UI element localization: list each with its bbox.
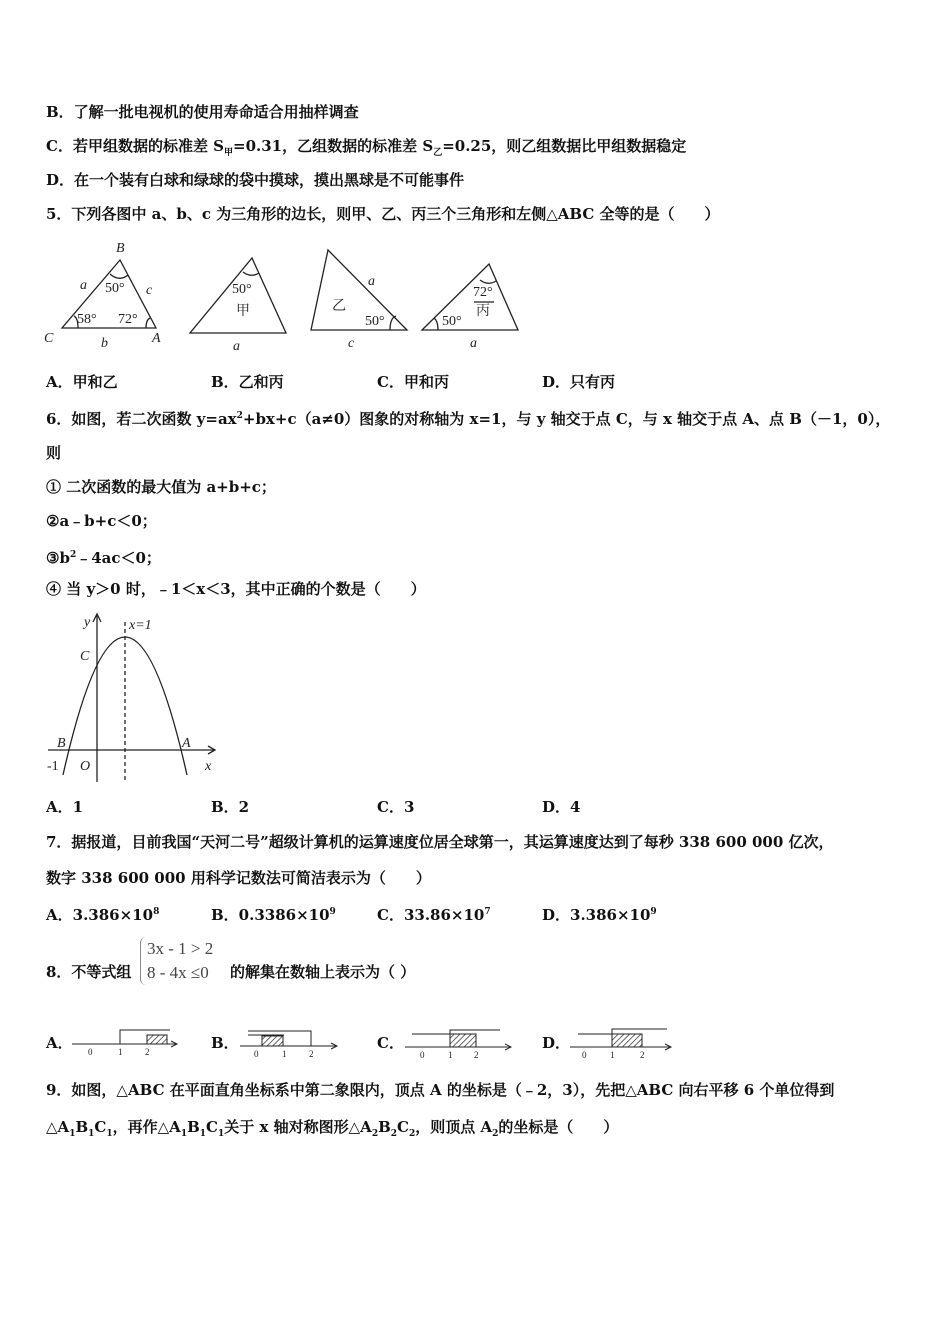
tick-0: 0 xyxy=(420,1050,425,1060)
q9-stem: 9．如图，△ABC 在平面直角坐标系中第二象限内，顶点 A 的坐标是（﹣2，3），先把△ABC 向右平移 6 个单位得到 xyxy=(46,1081,835,1099)
q6-option-a: A．1 xyxy=(46,798,84,816)
subscript: 2 xyxy=(371,1129,379,1139)
superscript: 2 xyxy=(236,411,243,421)
inequality-1: 3x - 1 > 2 xyxy=(147,939,214,958)
yi-name: 乙 xyxy=(332,299,346,314)
bing-angle-72: 72° xyxy=(473,285,493,300)
exponent: 8 xyxy=(153,907,160,917)
side-a: a xyxy=(80,278,87,293)
point-b: B xyxy=(57,736,66,751)
q8-option-c: C． xyxy=(377,1034,404,1052)
parabola-graph xyxy=(48,614,215,782)
text: B xyxy=(378,1118,391,1136)
text: C xyxy=(206,1118,218,1136)
q6-stem-cont: 则 xyxy=(46,444,62,462)
subscript: 乙 xyxy=(433,148,443,158)
point-c: C xyxy=(80,649,90,664)
exponent: 9 xyxy=(329,907,336,917)
tick-0: 0 xyxy=(88,1047,93,1057)
tick-2: 2 xyxy=(309,1049,314,1059)
tick-2: 2 xyxy=(640,1050,645,1060)
label-b: B xyxy=(116,241,125,256)
text: C xyxy=(94,1118,107,1136)
text: ，再作△A xyxy=(112,1118,181,1136)
text: 6．如图，若二次函数 y=ax xyxy=(46,410,237,428)
q6-option-d: D．4 xyxy=(542,798,581,816)
text: +bx+c（a≠0）图象的对称轴为 x=1，与 y 轴交于点 C，与 x 轴交于点 A、点 B（－1，0）， xyxy=(242,410,891,428)
subscript: 1 xyxy=(199,1129,207,1139)
q6-stem xyxy=(46,406,890,429)
q6-option-b: B．2 xyxy=(211,798,250,816)
tick-1: 1 xyxy=(118,1047,123,1057)
superscript: 2 xyxy=(69,550,77,560)
axis-of-symmetry-label: x=1 xyxy=(129,618,152,633)
text: B．0.3386×10 xyxy=(211,906,330,924)
number-line-a xyxy=(72,1030,177,1047)
q5-stem: 5．下列各图中 a、b、c 为三角形的边长，则甲、乙、丙三个三角形和左侧△ABC 全等的是（ ） xyxy=(46,205,720,223)
subscript: 1 xyxy=(69,1129,76,1139)
tick-1: 1 xyxy=(448,1050,453,1060)
q4-option-b: B．了解一批电视机的使用寿命适合用抽样调查 xyxy=(46,103,359,121)
text: D．3.386×10 xyxy=(542,906,651,924)
q4-option-d: D．在一个装有白球和绿球的袋中摸球，摸出黑球是不可能事件 xyxy=(46,171,465,189)
q6-statement-3 xyxy=(46,545,161,568)
text: ，则顶点 A xyxy=(415,1118,493,1136)
yi-side-c: c xyxy=(348,336,355,351)
subscript: 2 xyxy=(492,1129,499,1139)
inequality-system xyxy=(140,937,213,985)
q5-option-b: B．乙和丙 xyxy=(211,373,284,391)
subscript: 1 xyxy=(217,1129,225,1139)
q8-stem-pre: 8．不等式组 xyxy=(46,963,132,981)
inequality-2: 8 - 4x ≤0 xyxy=(147,963,209,982)
tick-2: 2 xyxy=(145,1047,150,1057)
jia-name: 甲 xyxy=(236,304,250,319)
y-axis-label: y xyxy=(84,615,91,630)
q6-option-c: C．3 xyxy=(377,798,415,816)
label-c: C xyxy=(44,331,54,346)
tick-0: 0 xyxy=(254,1049,259,1059)
point-a: A xyxy=(182,736,191,751)
tick-1: 1 xyxy=(610,1050,615,1060)
q5-option-d: D．只有丙 xyxy=(542,373,616,391)
text: B xyxy=(75,1118,89,1136)
yi-angle: 50° xyxy=(365,314,385,329)
tick-neg1: -1 xyxy=(47,759,59,774)
subscript: 甲 xyxy=(224,148,234,158)
text: B xyxy=(187,1118,200,1136)
q5-option-c: C．甲和丙 xyxy=(377,373,449,391)
angle-c: 58° xyxy=(77,312,97,327)
side-c: c xyxy=(146,283,153,298)
q9-stem-cont xyxy=(46,1117,618,1144)
q7-option-b xyxy=(211,902,336,925)
tick-2: 2 xyxy=(474,1050,479,1060)
text: A．3.386×10 xyxy=(46,906,154,924)
jia-side: a xyxy=(233,339,240,354)
subscript: 1 xyxy=(106,1129,113,1139)
subscript: 2 xyxy=(408,1129,416,1139)
q7-option-c xyxy=(377,902,491,925)
bing-angle-50: 50° xyxy=(442,314,462,329)
q8-stem-post: 的解集在数轴上表示为（ ） xyxy=(230,963,416,981)
text: △A xyxy=(46,1118,70,1136)
exponent: 7 xyxy=(484,907,491,917)
subscript: 1 xyxy=(88,1129,95,1139)
number-line-c xyxy=(405,1030,511,1050)
q8-option-d: D． xyxy=(542,1034,571,1052)
q8-option-a: A． xyxy=(46,1034,73,1052)
triangle-bing xyxy=(422,264,518,330)
yi-side-a: a xyxy=(368,274,375,289)
text: =0.31，乙组数据的标准差 S xyxy=(233,137,434,155)
q8-option-b: B． xyxy=(211,1034,239,1052)
q7-stem-cont: 数字 338 600 000 用科学记数法可简洁表示为（ ） xyxy=(46,869,431,887)
text: C xyxy=(397,1118,409,1136)
text: 关于 x 轴对称图形△A xyxy=(224,1118,372,1136)
subscript: 1 xyxy=(180,1129,188,1139)
angle-b: 50° xyxy=(105,281,125,296)
text: ③b xyxy=(46,549,70,567)
origin-o: O xyxy=(80,759,91,774)
text: C．33.86×10 xyxy=(377,906,485,924)
tick-1: 1 xyxy=(282,1049,287,1059)
angle-a: 72° xyxy=(118,312,138,327)
q6-statement-4: ④ 当 y＞0 时，﹣1＜x＜3，其中正确的个数是（ ） xyxy=(46,580,426,598)
triangle-yi xyxy=(311,250,407,330)
q6-statement-2: ②a﹣b+c＜0； xyxy=(46,512,157,530)
text: ﹣4ac＜0； xyxy=(76,549,161,567)
q5-option-a: A．甲和乙 xyxy=(46,373,118,391)
label-a: A xyxy=(152,331,161,346)
bing-name: 丙 xyxy=(476,304,490,319)
tick-0: 0 xyxy=(582,1050,587,1060)
q6-statement-1: ① 二次函数的最大值为 a+b+c； xyxy=(46,478,276,496)
exponent: 9 xyxy=(650,907,657,917)
subscript: 2 xyxy=(390,1129,398,1139)
number-line-b xyxy=(240,1031,337,1049)
jia-angle: 50° xyxy=(232,282,252,297)
text: 的坐标是（ ） xyxy=(498,1118,619,1136)
q7-option-d xyxy=(542,902,657,925)
number-line-d xyxy=(570,1029,671,1050)
q7-stem: 7．据报道，目前我国“天河二号”超级计算机的运算速度位居全球第一，其运算速度达到了每秒 338 600 000 亿次， xyxy=(46,833,834,851)
text: C．若甲组数据的标准差 S xyxy=(46,137,224,155)
side-b: b xyxy=(101,336,108,351)
x-axis-label: x xyxy=(205,759,212,774)
q7-option-a xyxy=(46,902,159,925)
bing-side: a xyxy=(470,336,477,351)
text: =0.25，则乙组数据比甲组数据稳定 xyxy=(442,137,687,155)
